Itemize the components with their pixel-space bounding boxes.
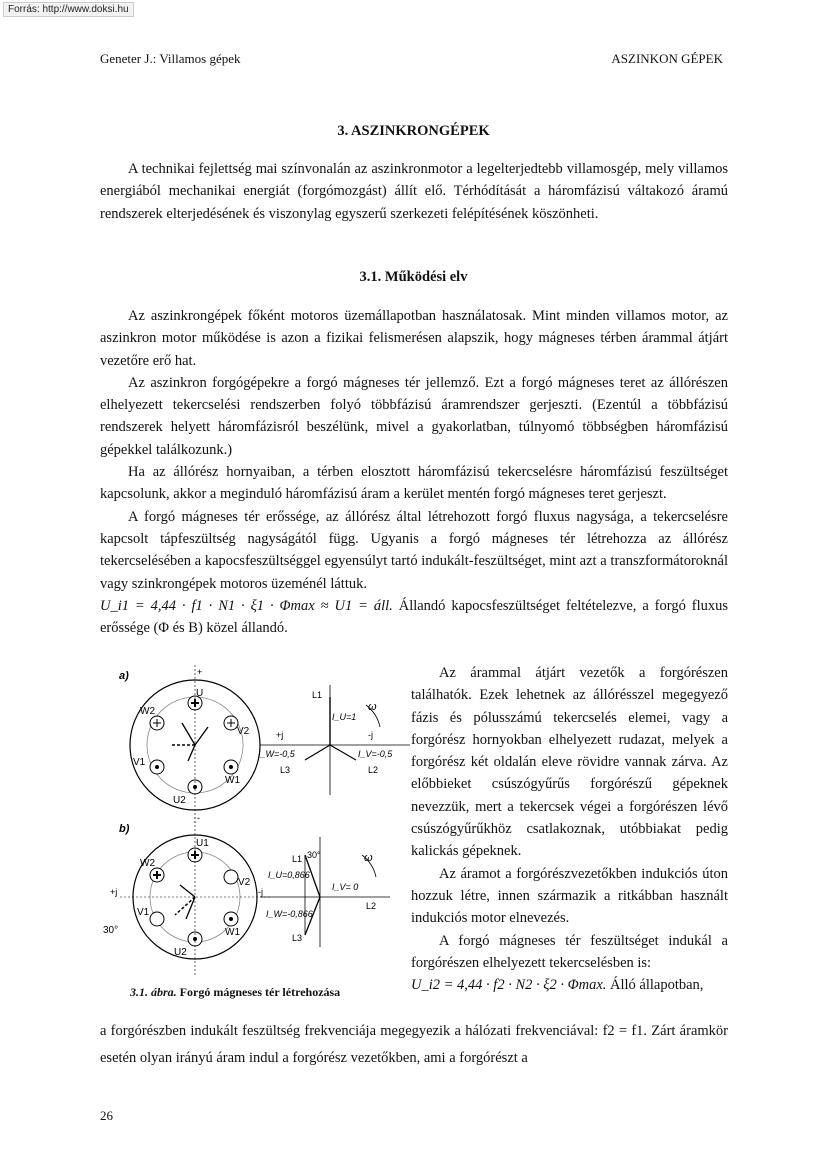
label-pj-a: +j xyxy=(276,730,284,740)
label-w2-a: W2 xyxy=(140,706,155,717)
caption-text: Forgó mágneses tér létrehozása xyxy=(179,985,341,999)
label-u-a: U xyxy=(196,688,204,699)
label-minus-a: - xyxy=(197,813,200,823)
intro-text: A technikai fejlettség mai színvonalán az aszinkronmotor a legelterjedtebb villamosgép, mely villamos energiából mechanikai energiát (forgómozgást) állít elő. Térhódítását a háromfázisú váltakozó áramú rendszerek elterjedésének és viszonylag egyszerű szerkezeti felépítésének köszönheti. xyxy=(100,161,728,222)
label-omega-b: ω xyxy=(364,852,373,864)
figure-caption xyxy=(130,985,340,1000)
right-paragraph-1: Az árammal átjárt vezetők a forgórészen találhatók. Ezek lehetnek az állórésszel megegyező fázis és pólusszámú tekercselés elemei, vagy a forgórész hornyokban elhelyezett rudazat, melyek a forgórész két oldalán eleve rövidre vannak zárva. Az előbbieket csúszógyűrűs forgórészű gépeknek nevezzük, mert a tekercsek végei a forgórészen lévő csúszógyűrűkhöz csatlakoznak, utóbbiakat pedig kalickás gépeknek. xyxy=(411,665,728,860)
label-iv-b: I_V= 0 xyxy=(332,882,359,892)
label-w1-a: W1 xyxy=(225,775,240,786)
label-pj-b: +j xyxy=(110,887,118,897)
label-deg2-b: 30° xyxy=(307,850,321,860)
figure-svg xyxy=(100,665,410,995)
label-omega-a: ω xyxy=(368,701,377,713)
right-paragraph-3: A forgó mágneses tér feszültséget indukál a forgórészen elhelyezett tekercselésben is: xyxy=(411,932,728,971)
figure-3-1 xyxy=(100,665,410,1005)
label-plus-a: + xyxy=(197,667,203,677)
intro-paragraph xyxy=(100,158,728,225)
formula-1: U_i1 = 4,44 · f1 · N1 · ξ1 · Φmax ≈ U1 = áll. xyxy=(100,597,393,614)
right-paragraph-2: Az áramot a forgórészvezetőkben indukciós úton hozzuk létre, innen származik a ritkábban használt indukciós motor elnevezés. xyxy=(411,865,728,927)
label-v2-a: V2 xyxy=(237,726,250,737)
paragraph-3: Ha az állórész hornyaiban, a térben elosztott háromfázisú tekercselésre háromfázisú feszültséget kapcsolunk, akkor a meginduló háromfázisú áram a kerület mentén forgó mágneses teret gerjeszt. xyxy=(100,464,728,503)
label-iw-b: I_W=-0,866 xyxy=(266,909,313,919)
label-l1-b: L1 xyxy=(292,854,303,864)
bottom-paragraph: a forgórészben indukált feszültség frekvenciája megegyezik a hálózati frekvenciával: f2 = f1. Zárt áramkör esetén olyan irányú áram indul a forgórész vezetőkben, ami a forgórészt a xyxy=(100,1023,728,1066)
formula-2-line xyxy=(411,974,728,996)
section-title: 3.1. Működési elv xyxy=(359,269,468,285)
fig-a-label: a) xyxy=(119,670,129,682)
label-iu-b: I_U=0,866 xyxy=(268,870,310,880)
label-u1-b: U1 xyxy=(196,838,209,849)
fig-b-label: b) xyxy=(119,823,130,835)
formula-2-tail: Álló állapotban, xyxy=(610,977,704,994)
label-l2-a: L2 xyxy=(368,765,379,775)
label-mj-a: -j xyxy=(368,730,373,740)
label-v1-a: V1 xyxy=(133,757,146,768)
label-w1-b: W1 xyxy=(225,927,240,938)
label-w2-b: W2 xyxy=(140,858,155,869)
caption-number: 3.1. ábra. xyxy=(130,985,177,999)
paragraph-1: Az aszinkrongépek főként motoros üzemállapotban használatosak. Mint minden villamos motor, az aszinkron motor működése is azon a fizikai felismerésen alapszik, hogy mágneses térben árammal átjárt vezetőre erő hat. xyxy=(100,308,728,369)
formula-1-tail: Állandó kapocsfeszültséget feltételezve, a forgó fluxus erőssége (Φ és B) közel állandó. xyxy=(100,597,729,637)
paragraph-2: Az aszinkron forgógépekre a forgó mágneses tér jellemző. Ezt a forgó mágneses teret az állórészen elhelyezett tekercselési rendszerben folyó többfázisú áramrendszer gerjeszti. (Ezentúl a többfázisú rendszerek helyett háromfázisról beszélünk, mivel a gyakorlatban, túlnyomó többségben háromfázisú gépekkel találkozunk.) xyxy=(100,374,728,458)
label-deg-b: 30° xyxy=(103,925,119,936)
label-iw-a: I_W=-0,5 xyxy=(258,749,295,759)
header-right: ASZINKON GÉPEK xyxy=(611,51,723,66)
label-l1-a: L1 xyxy=(312,690,323,700)
paragraph-4: A forgó mágneses tér erőssége, az állórész által létrehozott forgó fluxus nagysága, a tekercselésre kapcsolt tápfeszültség nagyságától függ. Ugyanis a forgó mágneses tér létrehozza az állórész tekercselésében a kapocsfeszültséggel egyensúlyt tartó indukált-feszültséget, mint azt a transzformátoroknál vagy szinkrongépek motoros üzeménél láttuk. xyxy=(100,508,728,592)
source-label: Forrás: http://www.doksi.hu xyxy=(3,2,134,17)
page-number: 26 xyxy=(100,1108,113,1123)
label-l2-b: L2 xyxy=(366,901,377,911)
chapter-title: 3. ASZINKRONGÉPEK xyxy=(337,123,490,139)
header-left: Geneter J.: Villamos gépek xyxy=(100,51,241,66)
label-l3-a: L3 xyxy=(280,765,291,775)
label-mj-b: -j xyxy=(258,887,263,897)
label-v1-b: V1 xyxy=(137,907,150,918)
label-iu-a: I_U=1 xyxy=(332,712,357,722)
body-text xyxy=(100,305,728,639)
label-u2-a: U2 xyxy=(173,795,186,806)
formula-line xyxy=(100,595,728,640)
label-iv-a: I_V=-0,5 xyxy=(358,749,393,759)
label-v2-b: V2 xyxy=(238,877,251,888)
label-u2-b: U2 xyxy=(174,947,187,958)
formula-2: U_i2 = 4,44 · f2 · N2 · ξ2 · Φmax. xyxy=(411,977,607,994)
right-column-text xyxy=(411,662,728,996)
label-l3-b: L3 xyxy=(292,933,303,943)
